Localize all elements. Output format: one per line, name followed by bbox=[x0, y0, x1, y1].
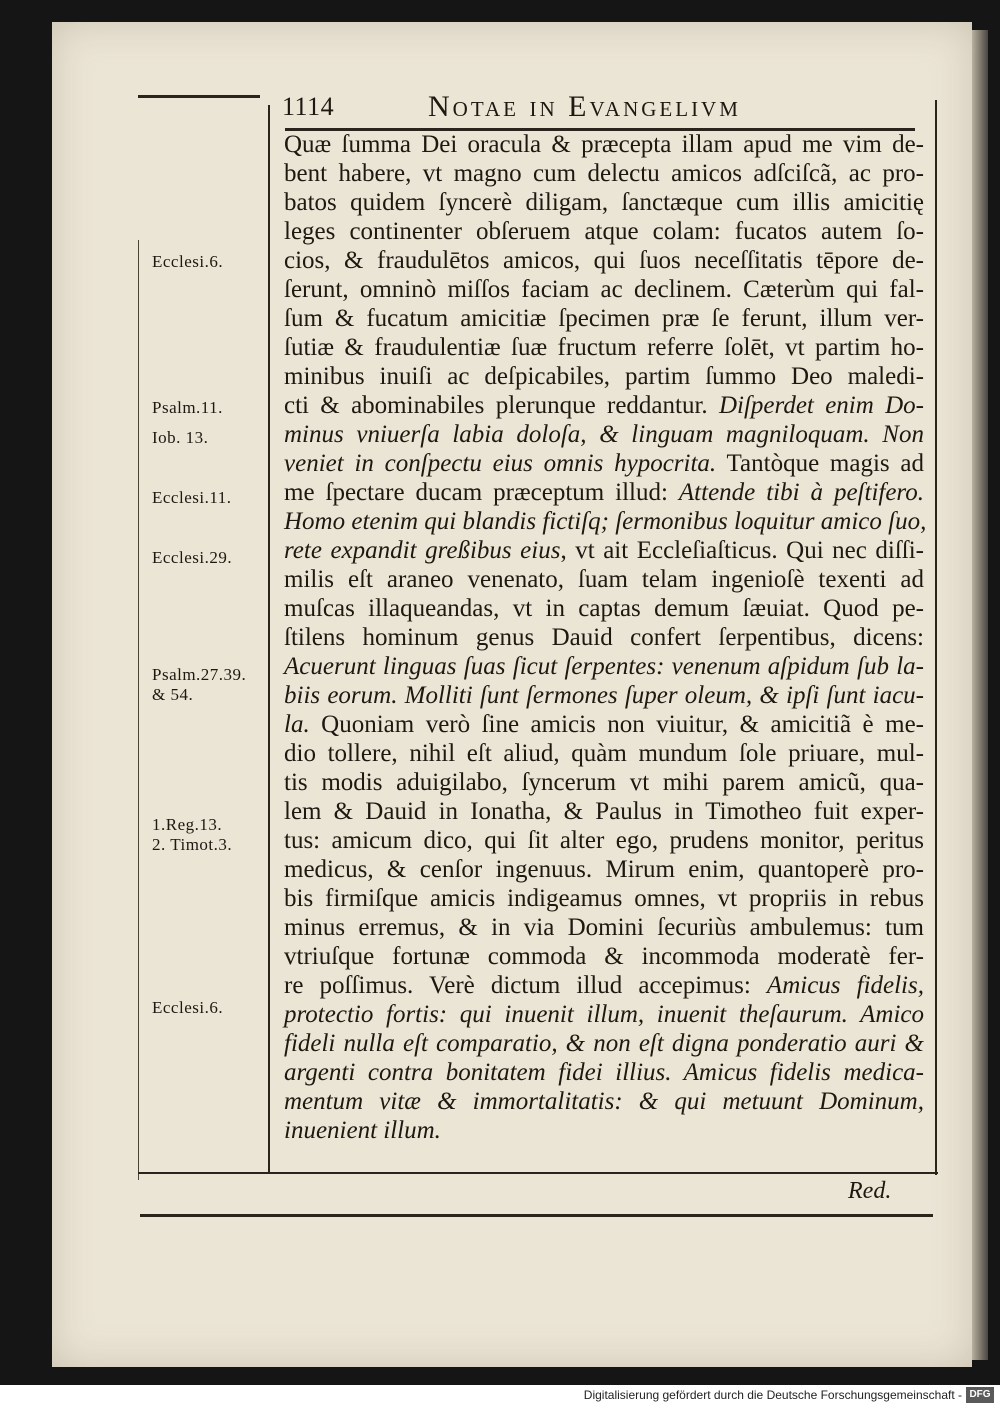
text-run: muſcas illaqueandas, vt in captas demum ſæuiat. Quod pe- bbox=[284, 595, 924, 622]
italic-quote: argenti contra bonitatem fidei illius. Amicus fidelis medica- bbox=[284, 1059, 924, 1086]
text-run: Quæ ſumma Dei oracula & præcepta illam apud me vim de- bbox=[284, 131, 924, 158]
margin-note-line: Psalm.27.39. bbox=[152, 665, 247, 684]
italic-quote: biis eorum. Molliti ſunt ſermones ſuper oleum, & ipſi ſunt iacu- bbox=[284, 682, 924, 709]
text-line bbox=[284, 739, 924, 768]
text-line bbox=[284, 362, 924, 391]
text-line bbox=[284, 507, 927, 536]
text-run: ſutiæ & fraudulentiæ ſuæ fructum referre ſolēt, vt partim ho- bbox=[284, 334, 924, 361]
text-run: cios, & fraudulētos amicos, qui ſuos neceſſitatis tēpore de- bbox=[284, 247, 924, 274]
text-run: leges continenter obſeruem atque colam: fucatos autem ſo- bbox=[284, 218, 924, 245]
text-line bbox=[284, 710, 924, 739]
margin-note bbox=[152, 998, 223, 1018]
margin-note bbox=[152, 252, 223, 272]
text-run: minibus inuiſi ac deſpicabiles, partim ſummo Deo maledi- bbox=[284, 363, 924, 390]
page-edge bbox=[972, 30, 988, 1360]
text-run: ſerunt, omninò miſſos faciam ac declinem. Cæterùm qui fal- bbox=[284, 276, 924, 303]
text-line bbox=[284, 478, 924, 507]
italic-quote: Attende tibi à peſtifero. bbox=[678, 479, 924, 506]
text-line bbox=[284, 275, 924, 304]
text-line bbox=[284, 1116, 924, 1145]
text-run: me ſpectare ducam præceptum illud: bbox=[284, 479, 679, 506]
text-line bbox=[284, 333, 924, 362]
text-run: bent habere, vt magno cum delectu amicos adſciſcã, ac pro- bbox=[284, 160, 924, 187]
text-run: milis eſt araneo venenato, ſuam telam ingenioſè texenti ad bbox=[284, 566, 924, 593]
italic-quote: la. bbox=[284, 711, 310, 738]
text-run: bis firmiſque amicis indigeamus omnes, vt propriis in rebus bbox=[284, 885, 924, 912]
italic-quote: fideli nulla eſt comparatio, & non eſt digna ponderatio auri & bbox=[284, 1030, 924, 1057]
text-line bbox=[284, 304, 924, 333]
italic-quote: mentum vitæ & immortalitatis: & qui metuunt Dominum, bbox=[284, 1088, 924, 1115]
footer-credit: Digitalisierung gefördert durch die Deutsche Forschungsgemeinschaft - bbox=[583, 1388, 962, 1402]
text-line bbox=[284, 1058, 924, 1087]
text-line bbox=[284, 130, 924, 159]
text-run: tis modis aduigilabo, ſyncerum vt mihi parem amicũ, qua- bbox=[284, 769, 924, 796]
italic-quote: Amicus fidelis, bbox=[766, 972, 924, 999]
text-line bbox=[284, 420, 924, 449]
margin-note bbox=[152, 428, 208, 448]
text-line bbox=[284, 884, 924, 913]
text-run: batos quidem ſyncerè diligam, ſanctæque cum illis amicitię bbox=[284, 189, 924, 216]
running-head: Notae in Evangelivm bbox=[428, 90, 741, 123]
margin-note-line: Psalm.11. bbox=[152, 398, 223, 417]
margin-rule bbox=[138, 240, 139, 1180]
margin-note bbox=[152, 665, 246, 705]
margin-note bbox=[152, 488, 231, 508]
text-run: minus erremus, & in via Domini ſecuriùs ambulemus: tum bbox=[284, 914, 924, 941]
text-frame-left-rule bbox=[268, 105, 270, 1173]
text-line bbox=[284, 971, 924, 1000]
text-run: Quoniam verò ſine amicis non viuitur, & amicitiã è me- bbox=[309, 711, 924, 738]
text-line bbox=[284, 855, 924, 884]
text-line bbox=[284, 652, 924, 681]
margin-note-line: & 54. bbox=[152, 685, 194, 704]
italic-quote: minus vniuerſa labia doloſa, & linguam magniloquam. Non bbox=[284, 421, 924, 448]
italic-quote: Acuerunt linguas ſuas ſicut ſerpentes: venenum aſpidum ſub la- bbox=[284, 653, 924, 680]
body-text bbox=[284, 130, 927, 1145]
text-line bbox=[284, 536, 924, 565]
margin-note bbox=[152, 815, 232, 855]
dfg-logo[interactable]: DFG bbox=[966, 1387, 994, 1403]
margin-note-line: Ecclesi.6. bbox=[152, 252, 224, 271]
text-run: dio tollere, nihil eſt aliud, quàm mundum ſole priuare, mul- bbox=[284, 740, 924, 767]
text-run: vtriuſque fortunæ commoda & incommoda moderatè fer- bbox=[284, 943, 924, 970]
italic-quote: veniet in conſpectu eius omnis hypocrita. bbox=[284, 450, 717, 477]
text-frame-right-rule bbox=[935, 100, 937, 1175]
text-run: ſum & fucatum amicitiæ ſpecimen præ ſe ferunt, illum ver- bbox=[284, 305, 924, 332]
margin-note-line: Ecclesi.6. bbox=[152, 998, 224, 1017]
text-line bbox=[284, 826, 924, 855]
text-run: lem & Dauid in Ionatha, & Paulus in Timotheo fuit exper- bbox=[284, 798, 924, 825]
text-run: tus: amicum dico, qui ſit alter ego, prudens monitor, peritus bbox=[284, 827, 924, 854]
text-line bbox=[284, 797, 924, 826]
text-line bbox=[284, 1087, 924, 1116]
text-run: re poſſimus. Verè dictum illud accepimus: bbox=[284, 972, 767, 999]
page-number: 1114 bbox=[282, 92, 335, 121]
text-line bbox=[284, 217, 924, 246]
text-line bbox=[284, 391, 924, 420]
header-left-rule bbox=[138, 95, 260, 98]
text-run: ſtilens hominum genus Dauid confert ſerpentibus, dicens: bbox=[284, 624, 924, 651]
text-line bbox=[284, 1000, 924, 1029]
text-bottom-rule bbox=[138, 1172, 938, 1174]
italic-quote: protectio fortis: qui inuenit illum, inuenit theſaurum. Amico bbox=[284, 1001, 924, 1028]
margin-note-line: Ecclesi.29. bbox=[152, 548, 233, 567]
text-line bbox=[284, 159, 924, 188]
italic-quote: rete expandit greßibus eius bbox=[284, 537, 561, 564]
text-line bbox=[284, 1029, 924, 1058]
italic-quote: Homo etenim qui blandis fictiſq; ſermonibus loquitur amico ſuo, bbox=[284, 508, 927, 535]
text-run: Tantòque magis ad bbox=[716, 450, 924, 477]
text-run: , vt ait Eccleſiaſticus. Qui nec diſſi- bbox=[560, 537, 924, 564]
text-line bbox=[284, 449, 924, 478]
text-line bbox=[284, 942, 924, 971]
italic-quote: inuenient illum. bbox=[284, 1117, 441, 1144]
text-line bbox=[284, 594, 924, 623]
text-line bbox=[284, 681, 924, 710]
margin-note bbox=[152, 398, 223, 418]
text-line bbox=[284, 768, 924, 797]
margin-note bbox=[152, 548, 232, 568]
text-line bbox=[284, 565, 924, 594]
margin-note-line: Iob. 13. bbox=[152, 428, 209, 447]
catchword: Red. bbox=[848, 1178, 892, 1204]
margin-note-line: Ecclesi.11. bbox=[152, 488, 232, 507]
text-run: medicus, & cenſor ingenuus. Mirum enim, quantoperè pro- bbox=[284, 856, 924, 883]
foot-rule bbox=[140, 1214, 933, 1217]
text-line bbox=[284, 913, 924, 942]
text-line bbox=[284, 623, 924, 652]
italic-quote: Diſperdet enim Do- bbox=[718, 392, 924, 419]
text-run: cti & abominabiles plerunque reddantur. bbox=[284, 392, 719, 419]
margin-note-line: 2. Timot.3. bbox=[152, 835, 233, 854]
text-line bbox=[284, 188, 924, 217]
text-line bbox=[284, 246, 924, 275]
margin-note-line: 1.Reg.13. bbox=[152, 815, 223, 834]
